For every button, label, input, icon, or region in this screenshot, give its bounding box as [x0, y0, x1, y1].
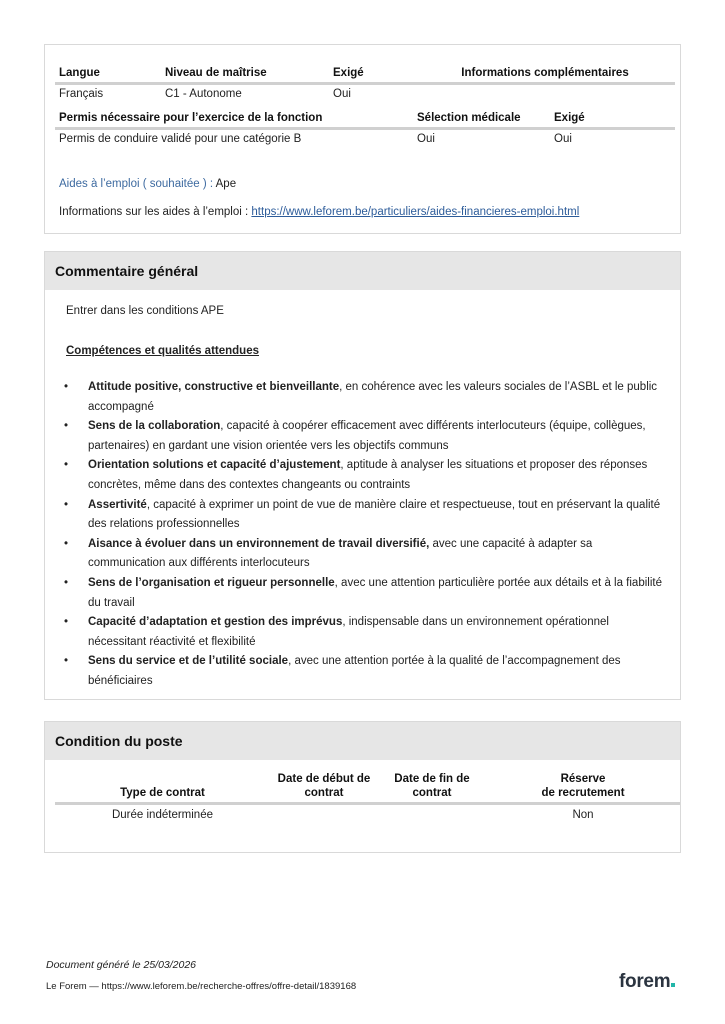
aides-info — [59, 206, 579, 218]
condition-card — [44, 721, 681, 853]
permits-table — [55, 110, 675, 149]
cell-date-debut — [270, 804, 378, 826]
col-infos: Informations complémentaires — [415, 65, 675, 84]
aides-info-link[interactable]: https://www.leforem.be/particuliers/aides-financieres-emploi.html — [251, 206, 580, 218]
col-niveau: Niveau de maîtrise — [161, 65, 329, 84]
generated-date: Document généré le 25/03/2026 — [46, 959, 197, 971]
cell-reserve: Non — [572, 809, 594, 821]
condition-table — [55, 772, 680, 825]
aides-value: Ape — [215, 178, 237, 190]
requirements-card — [44, 44, 681, 234]
qualities-list — [54, 378, 669, 692]
bullet-icon: • — [64, 576, 69, 589]
bullet-icon: • — [64, 537, 69, 550]
bullet-icon: • — [64, 459, 69, 472]
table-row — [55, 129, 675, 150]
section-title: Condition du poste — [45, 722, 680, 760]
source-url: Le Forem — https://www.leforem.be/recherche-offres/offre-detail/1839168 — [46, 981, 357, 992]
cell-infos — [415, 84, 675, 105]
table-row — [55, 804, 680, 826]
list-item: • Orientation solutions et capacité d’ajustement, aptitude à analyser les situations et proposer des réponses concrètes, même dans des contextes changeants ou contraints — [54, 456, 669, 495]
col-date-debut: Date de début de contrat — [270, 772, 378, 804]
aides-label: Aides à l’emploi ( souhaitée ) : — [59, 178, 214, 190]
list-item: • Sens de l’organisation et rigueur personnelle, avec une attention particulière portée aux détails et à la fiabilité du travail — [54, 574, 669, 613]
comment-subtitle: Compétences et qualités attendues — [66, 344, 259, 357]
table-row — [55, 84, 675, 105]
comment-intro: Entrer dans les conditions APE — [66, 305, 224, 317]
bullet-icon: • — [64, 381, 69, 393]
col-type-contrat: Type de contrat — [55, 772, 270, 804]
list-item: • Capacité d’adaptation et gestion des imprévus, indispensable dans un environnement opérationnel nécessitant réactivité et flexibilité — [54, 613, 669, 652]
commentaire-card — [44, 251, 681, 700]
col-date-fin: Date de fin de contrat — [378, 772, 486, 804]
list-item: • Attitude positive, constructive et bienveillante, en cohérence avec les valeurs sociales de l’ASBL et le public accompagné — [54, 378, 669, 417]
logo-dot-icon — [671, 983, 675, 987]
col-permis: Permis nécessaire pour l’exercice de la fonction — [55, 110, 413, 129]
cell-selection-medicale: Oui — [417, 133, 435, 145]
col-selection-medicale: Sélection médicale — [413, 110, 550, 129]
section-title: Commentaire général — [45, 252, 680, 290]
col-exige: Exigé — [550, 110, 675, 129]
list-item: • Sens du service et de l’utilité sociale, avec une attention portée à la qualité de l’accompagnement des bénéficiaires — [54, 652, 669, 691]
cell-exige: Oui — [554, 133, 572, 145]
forem-logo — [619, 971, 675, 993]
list-item: • Assertivité, capacité à exprimer un point de vue de manière claire et respectueuse, tout en préservant la qualité des relations professionnelles — [54, 496, 669, 535]
bullet-icon: • — [64, 420, 69, 433]
cell-date-fin — [378, 804, 486, 826]
cell-permis: Permis de conduire validé pour une catégorie B — [59, 133, 302, 145]
bullet-icon: • — [64, 655, 69, 668]
cell-langue: Français — [59, 88, 104, 100]
cell-type-contrat: Durée indéterminée — [111, 809, 213, 821]
cell-niveau: C1 - Autonome — [165, 88, 242, 100]
bullet-icon: • — [64, 498, 69, 511]
bullet-icon: • — [64, 616, 69, 629]
col-exige: Exigé — [329, 65, 415, 84]
list-item: • Sens de la collaboration, capacité à coopérer efficacement avec différents interlocuteurs (équipe, collègues, partenaires) en gardant une vision orientée vers les objectifs communs — [54, 417, 669, 456]
languages-table — [55, 65, 675, 104]
logo-text: forem — [619, 971, 671, 992]
col-langue: Langue — [55, 65, 161, 84]
list-item: • Aisance à évoluer dans un environnement de travail diversifié, avec une capacité à adapter sa communication aux différents interlocuteurs — [54, 535, 669, 574]
col-reserve: Réserve de recrutement — [486, 772, 680, 804]
aides-emploi — [59, 178, 236, 190]
aides-info-label: Informations sur les aides à l’emploi : — [59, 206, 249, 218]
cell-exige: Oui — [333, 88, 351, 100]
